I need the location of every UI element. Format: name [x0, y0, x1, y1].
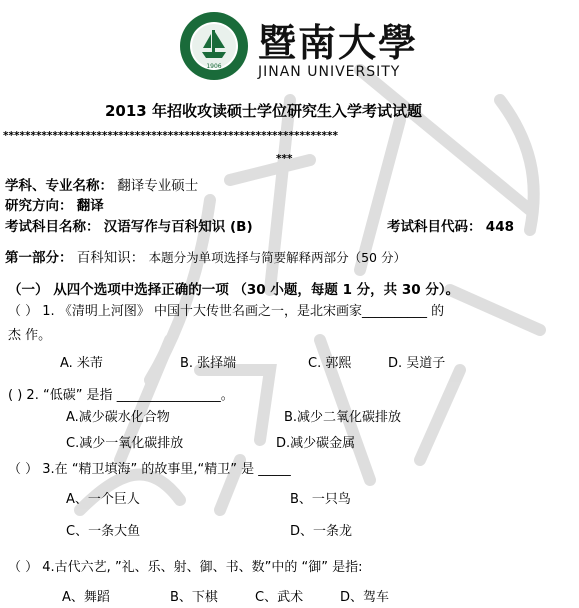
exam-title: 2013 年招收攻读硕士学位研究生入学考试试题 — [105, 102, 422, 120]
subject-label: 学科、专业名称： — [5, 178, 113, 194]
university-name-cn: 暨南大學 — [258, 20, 419, 65]
subject-value: 翻译专业硕士 — [117, 178, 199, 194]
q4-option-c[interactable]: C、武术 — [255, 590, 304, 605]
code-value: 448 — [485, 219, 514, 235]
q1-option-d[interactable]: D. 吴道子 — [388, 356, 446, 371]
section1-title: （一） 从四个选项中选择正确的一项 （30 小题，每题 1 分，共 30 分）。 — [8, 282, 460, 298]
question-text-4: 4.古代六艺, ”礼、乐、射、御、书、数”中的 “御” 是指: — [42, 560, 363, 575]
question-1-cont: 杰 作。 — [8, 328, 52, 343]
q3-option-a[interactable]: A、一个巨人 — [66, 492, 140, 507]
question-1 — [8, 300, 444, 319]
q1-option-a[interactable]: A. 米芾 — [60, 356, 103, 371]
question-text-2: 2. “低碳” 是指 ________________。 — [26, 388, 234, 403]
university-logo — [178, 10, 250, 82]
question-text-1: 1. 《清明上河图》 中国十大传世名画之一，是北宋画家__________ 的 — [42, 304, 445, 319]
question-text-3: 3.在 “精卫填海” 的故事里,“精卫” 是 _____ — [42, 462, 291, 477]
question-3 — [8, 458, 291, 477]
part1-name: 百科知识： — [76, 250, 145, 266]
direction-line — [5, 194, 104, 214]
question-4 — [8, 556, 363, 575]
q1-option-b[interactable]: B. 张择端 — [180, 356, 237, 371]
q4-option-a[interactable]: A、舞蹈 — [62, 590, 110, 605]
answer-paren-1[interactable]: （ ） — [8, 304, 39, 319]
q3-option-c[interactable]: C、一条大鱼 — [66, 524, 141, 539]
code-line — [387, 215, 514, 235]
course-label: 考试科目名称： — [5, 219, 100, 235]
direction-value: 翻译 — [76, 198, 104, 214]
q4-option-b[interactable]: B、下棋 — [170, 590, 218, 605]
code-label: 考试科目代码： — [387, 219, 482, 235]
subject-line — [5, 174, 198, 194]
direction-label: 研究方向： — [5, 198, 73, 214]
q4-option-d[interactable]: D、驾车 — [340, 590, 390, 605]
part1-line — [5, 246, 406, 266]
logo-year: 1906 — [206, 63, 222, 70]
q2-option-c[interactable]: C.减少一氧化碳排放 — [66, 436, 184, 451]
part1-label: 第一部分： — [5, 250, 73, 266]
q1-option-c[interactable]: C. 郭熙 — [308, 356, 352, 371]
separator-line: ************************************************************* — [3, 130, 338, 142]
university-name-en: JINAN UNIVERSITY — [258, 64, 401, 80]
course-value: 汉语写作与百科知识 (B) — [103, 219, 253, 235]
answer-paren-3[interactable]: （ ） — [8, 462, 39, 477]
separator-tail: *** — [276, 153, 293, 165]
q2-option-b[interactable]: B.减少二氧化碳排放 — [284, 410, 402, 425]
part1-desc: 本题分为单项选择与简要解释两部分（50 分） — [148, 250, 406, 265]
question-2 — [8, 384, 234, 403]
q2-option-a[interactable]: A.减少碳水化合物 — [66, 410, 170, 425]
q2-option-d[interactable]: D.减少碳金属 — [276, 436, 356, 451]
course-line — [5, 215, 253, 235]
q3-option-b[interactable]: B、一只鸟 — [290, 492, 351, 507]
q3-option-d[interactable]: D、一条龙 — [290, 524, 353, 539]
answer-paren-4[interactable]: （ ） — [8, 560, 39, 575]
answer-paren-2[interactable]: ( ) — [8, 388, 23, 403]
